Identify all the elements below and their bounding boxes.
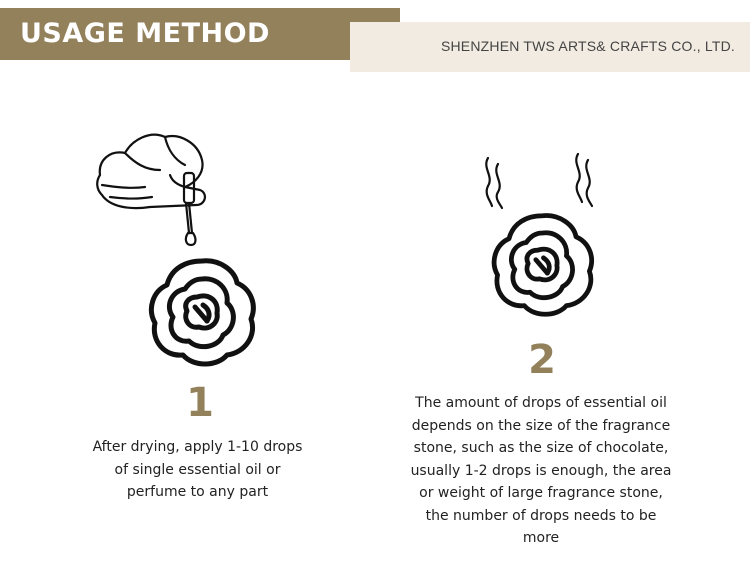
step-number: 2 — [528, 337, 556, 383]
header-bar — [0, 8, 400, 60]
rose-stone-icon — [488, 210, 598, 320]
company-bar — [350, 22, 750, 72]
step-description: The amount of drops of essential oil depends on the size of the fragrance stone, such as the size of chocolate, usually 1-2 drops is enough, the area or weight of large fragrance stone, the number of drops needs to be more — [410, 395, 672, 546]
company-name: SHENZHEN TWS ARTS& CRAFTS CO., LTD. — [440, 38, 735, 54]
scent-waves-icon — [480, 150, 600, 210]
step-description: After drying, apply 1-10 drops of single essential oil or perfume to any part — [92, 439, 303, 500]
rose-stone-icon — [145, 255, 260, 370]
hand-dropper-icon — [90, 115, 220, 255]
step-number: 1 — [186, 380, 214, 426]
page-title: USAGE METHOD — [20, 18, 270, 49]
